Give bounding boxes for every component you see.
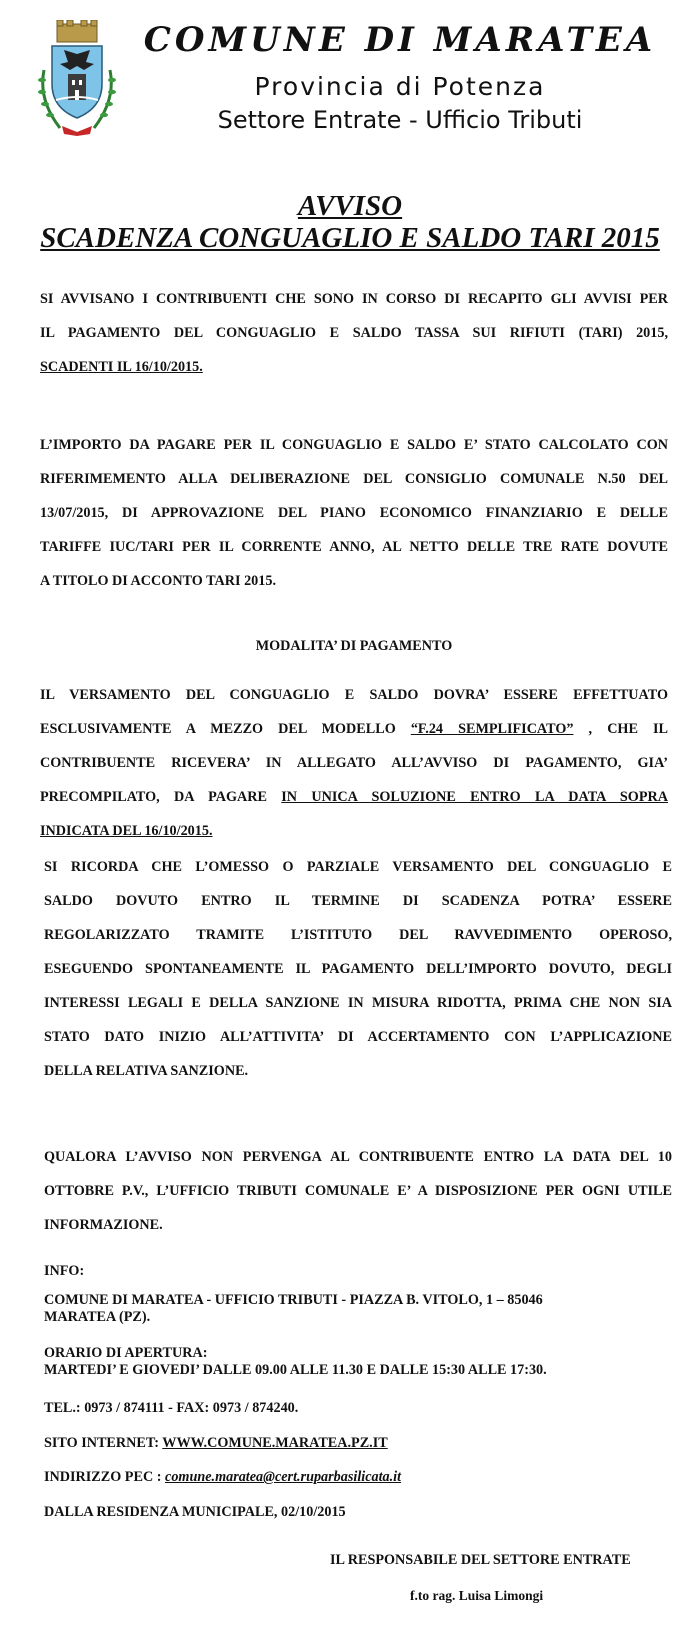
text-line: IL PAGAMENTO DEL CONGUAGLIO E SALDO TASSA SUI RIFIUTI (TARI) 2015, <box>40 325 668 341</box>
text-line: QUALORA L’AVVISO NON PERVENGA AL CONTRIBUENTE ENTRO LA DATA DEL 10 <box>44 1149 672 1165</box>
deadline-text: INDICATA DEL 16/10/2015. <box>40 823 213 839</box>
info-orario <box>44 1345 664 1379</box>
text-line <box>40 712 668 746</box>
unica-soluzione-text: IN UNICA SOLUZIONE ENTRO LA DATA SOPRA <box>281 789 668 805</box>
text-line: SALDO DOVUTO ENTRO IL TERMINE DI SCADENZA POTRA’ ESSERE <box>44 893 672 909</box>
pec-label: INDIRIZZO PEC : <box>44 1469 166 1485</box>
website-link[interactable]: WWW.COMUNE.MARATEA.PZ.IT <box>162 1435 388 1451</box>
text-line: RIFERIMEMENTO ALLA DELIBERAZIONE DEL CONSIGLIO COMUNALE N.50 DEL <box>40 471 668 487</box>
paragraph-ravvedimento <box>44 850 672 1088</box>
info-tel-fax: TEL.: 0973 / 874111 - FAX: 0973 / 874240. <box>44 1400 299 1416</box>
text-line: SI AVVISANO I CONTRIBUENTI CHE SONO IN CORSO DI RECAPITO GLI AVVISI PER <box>40 291 668 307</box>
signature-name: f.to rag. Luisa Limongi <box>410 1588 544 1603</box>
notice-heading: AVVISO <box>297 190 403 222</box>
text-line: INTERESSI LEGALI E DELLA SANZIONE IN MISURA RIDOTTA, PRIMA CHE NON SIA <box>44 995 672 1011</box>
f24-model-text: “F.24 SEMPLIFICATO” <box>410 721 574 737</box>
paragraph-importo <box>40 428 668 598</box>
paragraph-modalita <box>40 678 668 848</box>
orario-value: MARTEDI’ E GIOVEDI’ DALLE 09.00 ALLE 11.30 E DALLE 15:30 ALLE 17:30. <box>44 1362 547 1378</box>
comune-title: COMUNE DI MARATEA <box>143 20 657 60</box>
info-sito <box>44 1435 664 1452</box>
settore-subtitle: Settore Entrate - Ufficio Tributi <box>217 106 583 134</box>
paragraph-intro <box>40 282 668 384</box>
text-line: ESEGUENDO SPONTANEAMENTE IL PAGAMENTO DELL’IMPORTO DOVUTO, DEGLI <box>44 961 672 977</box>
sito-label: SITO INTERNET: <box>44 1435 163 1451</box>
text-fragment: , CHE IL <box>573 721 669 737</box>
provincia-subtitle: Provincia di Potenza <box>254 72 546 101</box>
deadline-text: SCADENTI IL 16/10/2015. <box>40 359 203 375</box>
text-line: STATO DATO INIZIO ALL’ATTIVITA’ DI ACCERTAMENTO CON L’APPLICAZIONE <box>44 1029 672 1045</box>
info-date: DALLA RESIDENZA MUNICIPALE, 02/10/2015 <box>44 1504 346 1520</box>
address-line: MARATEA (PZ). <box>44 1309 151 1325</box>
text-line: CONTRIBUENTE RICEVERA’ IN ALLEGATO ALL’AVVISO DI PAGAMENTO, GIA’ <box>40 755 668 771</box>
text-line: SI RICORDA CHE L’OMESSO O PARZIALE VERSAMENTO DEL CONGUAGLIO E <box>44 859 672 875</box>
text-line: INFORMAZIONE. <box>44 1217 163 1233</box>
orario-label: ORARIO DI APERTURA: <box>44 1345 208 1361</box>
pec-email-link[interactable]: comune.maratea@cert.ruparbasilicata.it <box>165 1469 402 1485</box>
text-fragment: ESCLUSIVAMENTE A MEZZO DEL MODELLO <box>40 721 411 737</box>
text-fragment: PRECOMPILATO, DA PAGARE <box>40 789 282 805</box>
info-heading: INFO: <box>44 1263 85 1279</box>
info-pec <box>44 1469 664 1486</box>
info-address <box>44 1292 664 1326</box>
text-line <box>40 780 668 814</box>
text-line: IL VERSAMENTO DEL CONGUAGLIO E SALDO DOVRA’ ESSERE EFFETTUATO <box>40 687 668 703</box>
text-line: L’IMPORTO DA PAGARE PER IL CONGUAGLIO E SALDO E’ STATO CALCOLATO CON <box>40 437 668 453</box>
notice-title: SCADENZA CONGUAGLIO E SALDO TARI 2015 <box>40 222 660 254</box>
address-line: COMUNE DI MARATEA - UFFICIO TRIBUTI - PIAZZA B. VITOLO, 1 – 85046 <box>44 1292 543 1308</box>
text-line: REGOLARIZZATO TRAMITE L’ISTITUTO DEL RAVVEDIMENTO OPEROSO, <box>44 927 672 943</box>
text-line: TARIFFE IUC/TARI PER IL CORRENTE ANNO, AL NETTO DELLE TRE RATE DOVUTE <box>40 539 668 555</box>
text-line: 13/07/2015, DI APPROVAZIONE DEL PIANO ECONOMICO FINANZIARIO E DELLE <box>40 505 668 521</box>
section-title-modalita: MODALITA’ DI PAGAMENTO <box>255 638 453 654</box>
paragraph-qualora <box>44 1140 672 1242</box>
text-line: A TITOLO DI ACCONTO TARI 2015. <box>40 573 276 589</box>
signature-role: IL RESPONSABILE DEL SETTORE ENTRATE <box>330 1552 631 1568</box>
text-line: DELLA RELATIVA SANZIONE. <box>44 1063 249 1079</box>
coat-of-arms-icon <box>34 20 120 138</box>
text-line: OTTOBRE P.V., L’UFFICIO TRIBUTI COMUNALE E’ A DISPOSIZIONE PER OGNI UTILE <box>44 1183 672 1199</box>
